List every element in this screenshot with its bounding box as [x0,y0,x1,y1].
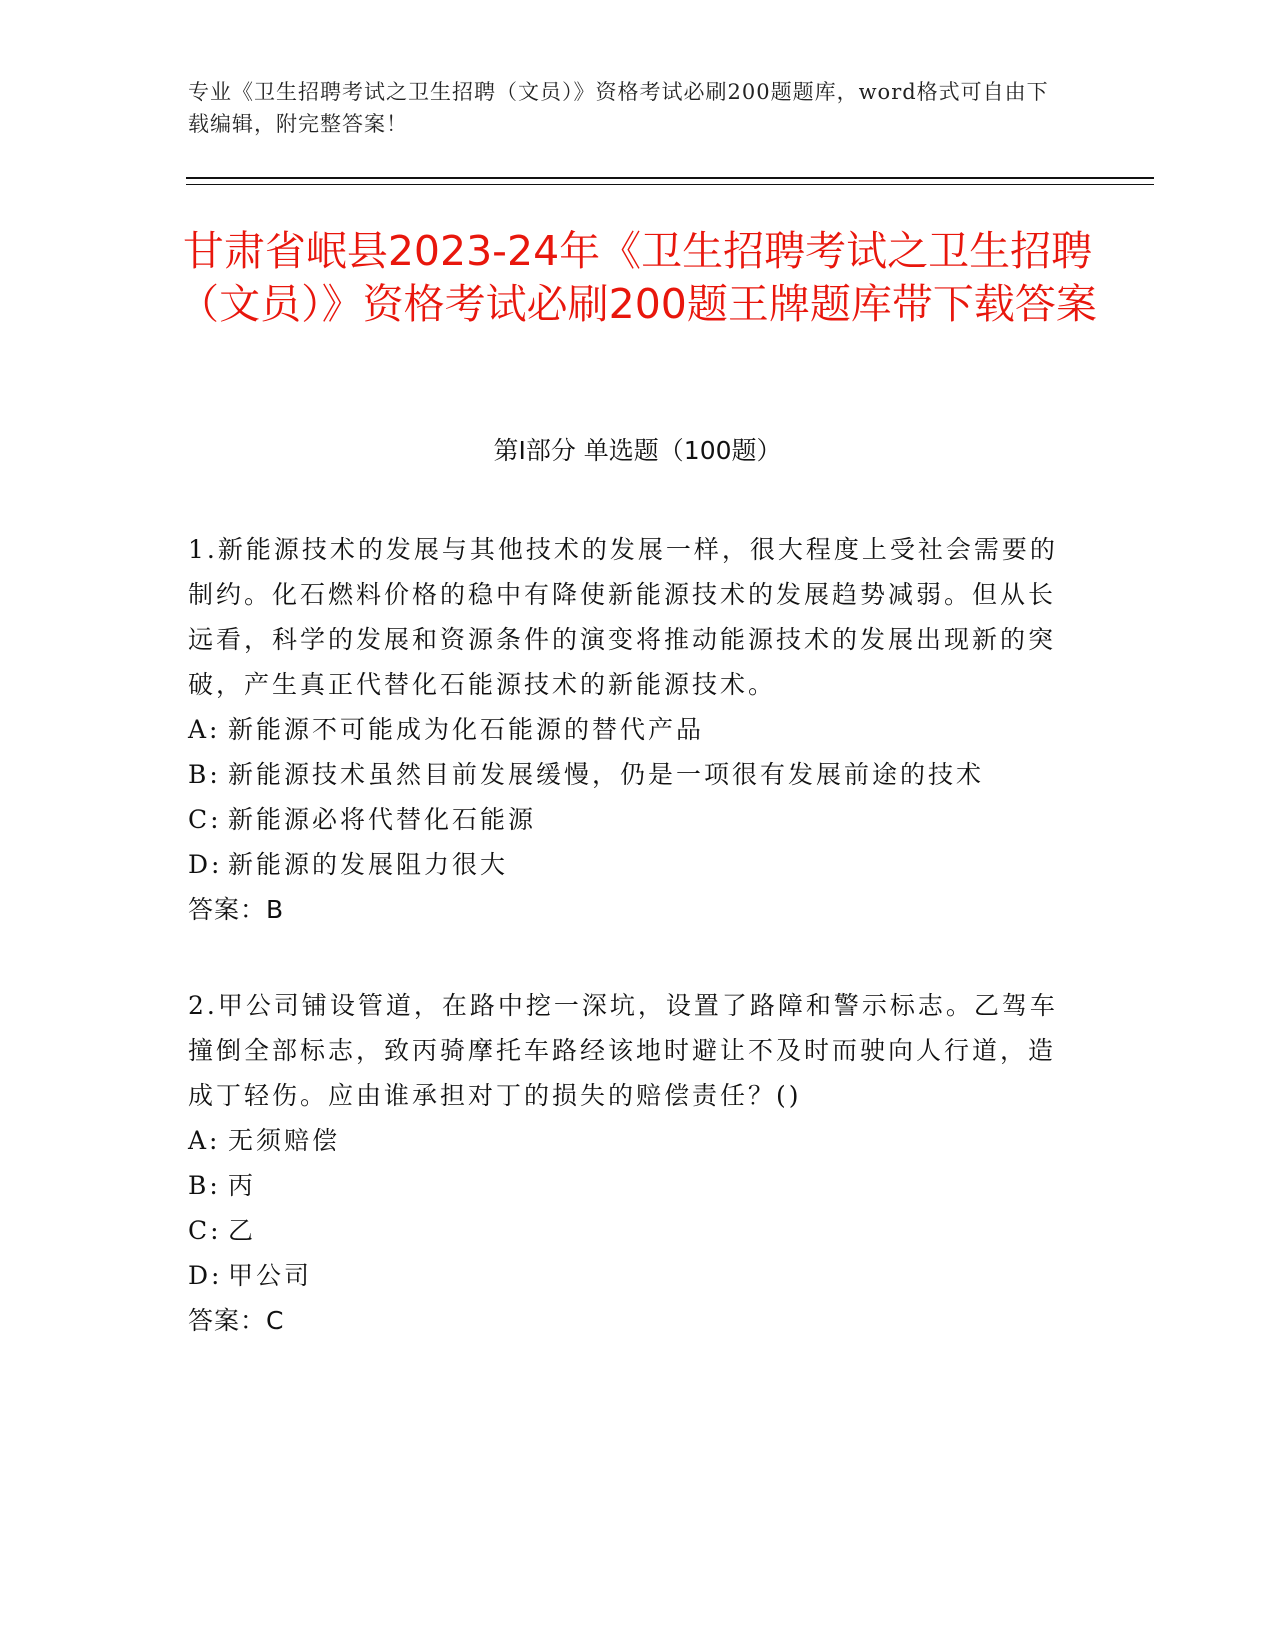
option-list [188,707,1068,887]
option-c [188,1208,1068,1253]
option-letter: D: [188,1261,223,1290]
option-text: 新能源必将代替化石能源 [228,805,537,834]
option-text: 新能源技术虽然目前发展缓慢，仍是一项很有发展前途的技术 [228,760,985,789]
document-title: 甘肃省岷县2023-24年《卫生招聘考试之卫生招聘（文员）》资格考试必刷200题王牌题库带下载答案 [178,227,1097,328]
option-d [188,842,1068,887]
option-b [188,752,1068,797]
option-text: 新能源不可能成为化石能源的替代产品 [228,715,705,744]
option-list [188,1118,1068,1298]
question-2 [188,983,1068,1343]
option-letter: D: [188,850,223,879]
question-stem: 1.新能源技术的发展与其他技术的发展一样，很大程度上受社会需要的制约。化石燃料价格的稳中有降使新能源技术的发展趋势减弱。但从长远看，科学的发展和资源条件的演变将推动能源技术的发展出现新的突破，产生真正代替化石能源技术的新能源技术。 [188,535,1058,699]
option-letter: C: [188,1216,222,1245]
answer-line: 答案：B [188,895,285,924]
answer-line: 答案：C [188,1306,285,1335]
header-rule-thin [186,184,1154,185]
header-rule-thick [186,177,1154,179]
option-letter: C: [188,805,222,834]
option-text: 无须赔偿 [228,1126,341,1155]
section-title: 第Ⅰ部分 单选题（100题） [493,436,782,465]
option-letter: B: [188,1171,221,1200]
option-letter: A: [188,715,221,744]
option-c [188,797,1068,842]
option-letter: A: [188,1126,221,1155]
option-text: 乙 [228,1216,257,1245]
option-text: 甲公司 [228,1261,313,1290]
option-b [188,1163,1068,1208]
question-1 [188,527,1068,932]
option-letter: B: [188,760,221,789]
option-text: 丙 [228,1171,257,1200]
option-a [188,1118,1068,1163]
option-a [188,707,1068,752]
header-note: 专业《卫生招聘考试之卫生招聘（文员）》资格考试必刷200题题库，word格式可自由下载编辑，附完整答案！ [188,80,1049,136]
option-d [188,1253,1068,1298]
option-text: 新能源的发展阻力很大 [228,850,509,879]
question-stem: 2.甲公司铺设管道，在路中挖一深坑，设置了路障和警示标志。乙驾车撞倒全部标志，致丙骑摩托车路经该地时避让不及时而驶向人行道，造成丁轻伤。应由谁承担对丁的损失的赔偿责任？() [188,991,1058,1110]
